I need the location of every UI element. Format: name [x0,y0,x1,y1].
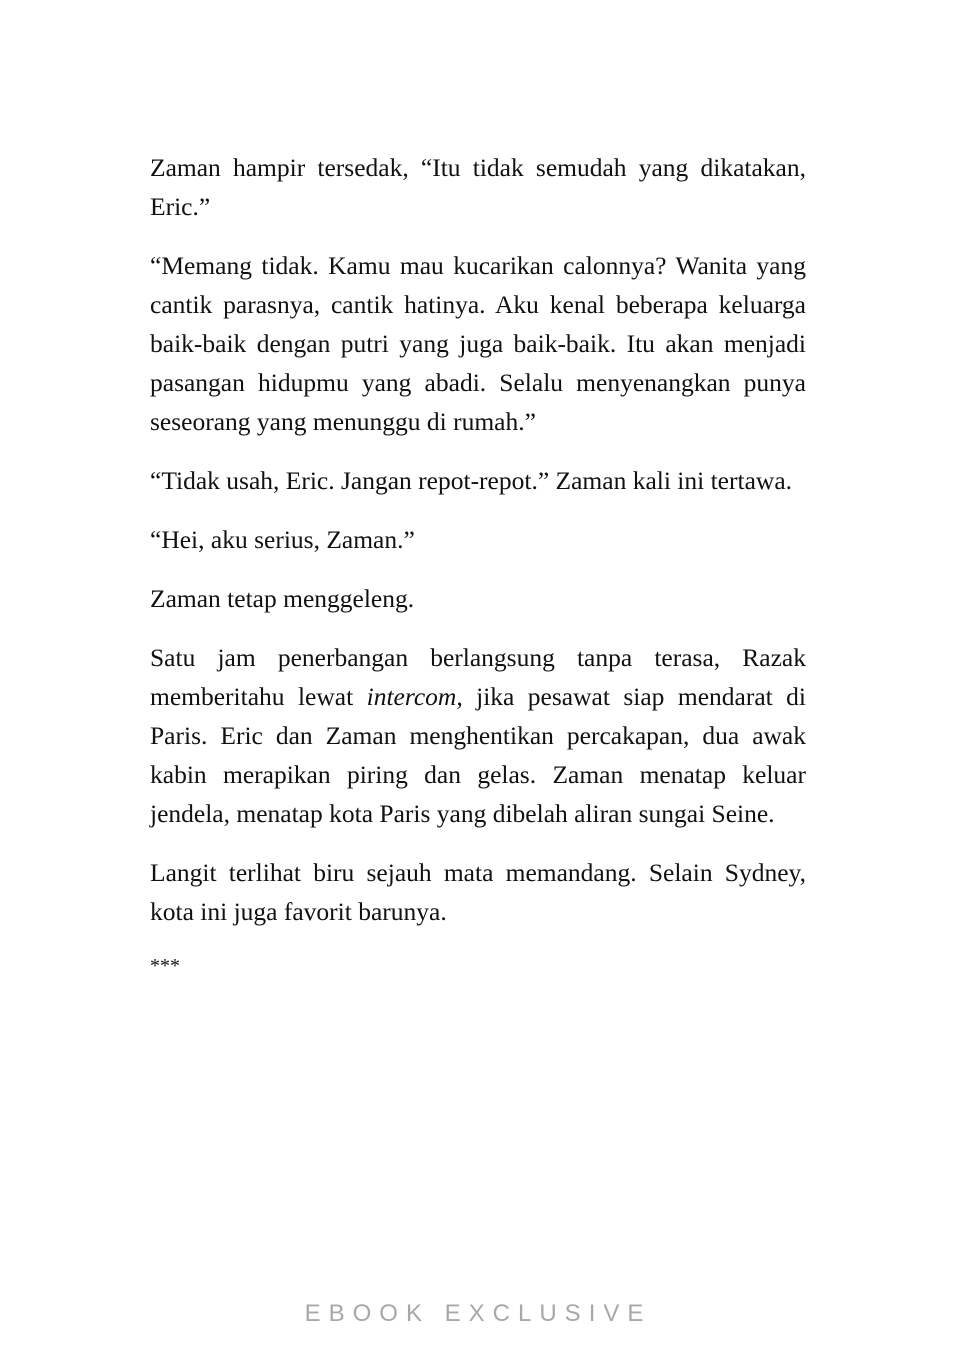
paragraph: Langit terlihat biru sejauh mata memandang. Selain Sydney, kota ini juga favorit barunya. [150,858,806,926]
paragraph: “Hei, aku serius, Zaman.” [150,525,415,554]
paragraph-with-italic [150,638,806,833]
paragraph: Zaman tetap menggeleng. [150,584,415,613]
scene-separator: *** [150,955,180,977]
italic-term: intercom, [366,682,463,711]
paragraph: “Memang tidak. Kamu mau kucarikan calonnya? Wanita yang cantik parasnya, cantik hatinya. Aku kenal beberapa keluarga baik-baik dengan putri yang juga baik-baik. Itu akan menjadi pasangan hidupmu yang abadi. Selalu menyenangkan punya seseorang yang menunggu di rumah.” [150,251,806,436]
footer-label: EBOOK EXCLUSIVE [304,1300,652,1327]
page-body [150,148,806,981]
paragraph-text: jika pesawat siap mendarat di Paris. Eric dan Zaman menghentikan percakapan, dua awak kabin merapikan piring dan gelas. Zaman menatap keluar jendela, menatap kota Paris yang dibelah aliran sungai Seine. [150,682,806,828]
paragraph-text: Satu jam penerbangan berlangsung tanpa terasa, Razak memberitahu lewat [150,643,806,711]
paragraph: “Tidak usah, Eric. Jangan repot-repot.” Zaman kali ini tertawa. [150,466,793,495]
paragraph: Zaman hampir tersedak, “Itu tidak semudah yang dikatakan, Eric.” [150,153,806,221]
